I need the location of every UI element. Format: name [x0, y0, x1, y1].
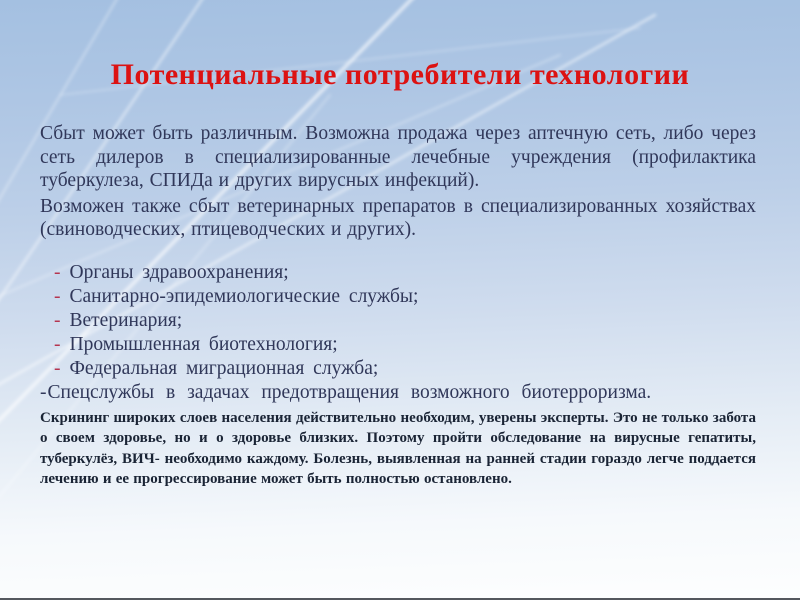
bullet-text: Спецслужбы в задачах предотвращения возможного биотерроризма.: [47, 381, 652, 403]
dash-marker: -: [54, 333, 61, 355]
bullet-item: [54, 333, 756, 357]
bullet-text: Промышленная биотехнология;: [69, 333, 338, 355]
bullet-text: Ветеринария;: [69, 309, 183, 331]
footer-paragraph: Скрининг широких слоев населения действительно необходим, уверены эксперты. Это не только забота о своем здоровье, но и о здоровье близких. Поэтому пройти обследование на вирусные гепатиты, туберкулёз, ВИЧ- необходимо каждому. Болезнь, выявленная на ранней стадии гораздо легче поддается лечению и ее прогрессирование может быть полностью остановлено.: [40, 409, 756, 487]
slide-title: Потенциальные потребители технологии: [110, 58, 690, 91]
bullet-item: [54, 261, 756, 285]
bullet-text: Федеральная миграционная служба;: [69, 357, 379, 379]
dash-marker: -: [54, 285, 61, 307]
body-paragraph: Возможен также сбыт ветеринарных препаратов в специализированных хозяйствах (свиноводческих, птицеводческих и других).: [40, 195, 756, 240]
slide-body: [40, 122, 756, 490]
body-paragraph: Сбыт может быть различным. Возможна продажа через аптечную сеть, либо через сеть дилеров в специализированные лечебные учреждения (профилактика туберкулеза, СПИДа и других вирусных инфекций).: [40, 123, 756, 191]
bullet-item: [54, 285, 756, 309]
dash-marker: -: [54, 261, 61, 283]
dash-marker: -: [54, 309, 61, 331]
bullet-item: [40, 381, 756, 405]
dash-marker: -: [40, 381, 47, 403]
bullet-item: [54, 357, 756, 381]
bullet-item: [54, 309, 756, 333]
bullet-text: Органы здравоохранения;: [69, 261, 289, 283]
bullet-text: Санитарно-эпидемиологические службы;: [69, 285, 419, 307]
bullet-list: [40, 261, 756, 405]
dash-marker: -: [54, 357, 61, 379]
